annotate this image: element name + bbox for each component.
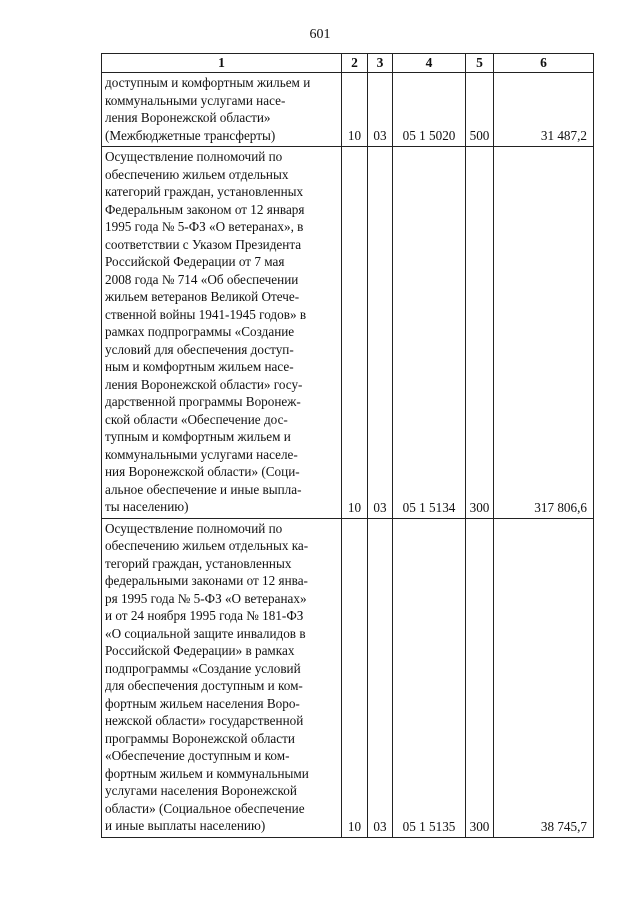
row-description xyxy=(102,518,342,837)
description-line: условий для обеспечения доступ- xyxy=(105,341,294,357)
description-line: соответствии с Указом Президента xyxy=(105,236,302,252)
description-line: обеспечению жильем отдельных xyxy=(105,166,289,182)
description-line: 1995 года № 5-ФЗ «О ветеранах», в xyxy=(105,219,304,234)
description-line: нежской области» государственной xyxy=(105,713,304,728)
description-line: ты населению) xyxy=(105,499,189,514)
column-header-5: 5 xyxy=(466,54,494,73)
subsection-code: 03 xyxy=(368,147,393,519)
description-line: Осуществление полномочий по xyxy=(105,520,283,536)
description-line: тегорий граждан, установленных xyxy=(105,555,292,571)
description-line: ния Воронежской области» (Соци- xyxy=(105,464,300,479)
amount: 317 806,6 xyxy=(494,147,594,519)
description-line: программы Воронежской области xyxy=(105,730,295,746)
description-line: для обеспечения доступным и ком- xyxy=(105,678,303,693)
description-line: дарственной программы Воронеж- xyxy=(105,394,301,409)
column-header-1: 1 xyxy=(102,54,342,73)
description-line: ской области «Обеспечение дос- xyxy=(105,411,288,427)
description-line: фортным жильем и коммунальными xyxy=(105,765,309,781)
column-header-6: 6 xyxy=(494,54,594,73)
target-article-code: 05 1 5134 xyxy=(393,147,466,519)
description-line: «О социальной защите инвалидов в xyxy=(105,625,306,641)
subsection-code: 03 xyxy=(368,73,393,147)
table-row xyxy=(102,73,594,147)
column-header-2: 2 xyxy=(342,54,368,73)
description-line: ным и комфортным жильем насе- xyxy=(105,359,294,374)
description-line: жильем ветеранов Великой Отече- xyxy=(105,289,300,304)
column-header-3: 3 xyxy=(368,54,393,73)
expense-type-code: 300 xyxy=(466,147,494,519)
description-line: «Обеспечение доступным и ком- xyxy=(105,748,290,763)
table-row xyxy=(102,518,594,837)
description-line: области» (Социальное обеспечение xyxy=(105,800,305,816)
description-line: категорий граждан, установленных xyxy=(105,184,304,199)
target-article-code: 05 1 5135 xyxy=(393,518,466,837)
row-description xyxy=(102,73,342,147)
section-code: 10 xyxy=(342,73,368,147)
description-line: рамках подпрограммы «Создание xyxy=(105,324,295,339)
column-header-4: 4 xyxy=(393,54,466,73)
description-line: коммунальными услугами населе- xyxy=(105,446,298,462)
description-line: доступным и комфортным жильем и xyxy=(105,75,311,90)
subsection-code: 03 xyxy=(368,518,393,837)
amount: 38 745,7 xyxy=(494,518,594,837)
description-line: (Межбюджетные трансферты) xyxy=(105,127,276,143)
description-line: ря 1995 года № 5-ФЗ «О ветеранах» xyxy=(105,590,307,606)
description-line: Российской Федерации от 7 мая xyxy=(105,254,285,269)
description-line: подпрограммы «Создание условий xyxy=(105,660,301,676)
description-line: Российской Федерации» в рамках xyxy=(105,643,295,658)
description-line: услугами населения Воронежской xyxy=(105,783,297,798)
description-line: ственной войны 1941-1945 годов» в xyxy=(105,306,307,322)
description-line: и иные выплаты населению) xyxy=(105,818,266,833)
expense-type-code: 300 xyxy=(466,518,494,837)
description-line: 2008 года № 714 «Об обеспечении xyxy=(105,271,299,287)
description-line: ления Воронежской области» госу- xyxy=(105,376,303,392)
description-line: коммунальными услугами насе- xyxy=(105,92,286,108)
section-code: 10 xyxy=(342,518,368,837)
description-line: ления Воронежской области» xyxy=(105,110,271,125)
description-line: Федеральным законом от 12 января xyxy=(105,201,305,217)
description-line: Осуществление полномочий по xyxy=(105,149,283,164)
budget-table xyxy=(101,53,594,838)
description-line: фортным жильем населения Воро- xyxy=(105,695,300,711)
target-article-code: 05 1 5020 xyxy=(393,73,466,147)
amount: 31 487,2 xyxy=(494,73,594,147)
description-line: и от 24 ноября 1995 года № 181-ФЗ xyxy=(105,608,304,623)
table-row xyxy=(102,147,594,519)
description-line: альное обеспечение и иные выпла- xyxy=(105,481,302,497)
section-code: 10 xyxy=(342,147,368,519)
description-line: федеральными законами от 12 янва- xyxy=(105,573,308,588)
description-line: обеспечению жильем отдельных ка- xyxy=(105,538,309,553)
page-number: 601 xyxy=(309,27,331,42)
description-line: тупным и комфортным жильем и xyxy=(105,429,291,444)
row-description xyxy=(102,147,342,519)
table-header-row xyxy=(102,54,594,73)
expense-type-code: 500 xyxy=(466,73,494,147)
